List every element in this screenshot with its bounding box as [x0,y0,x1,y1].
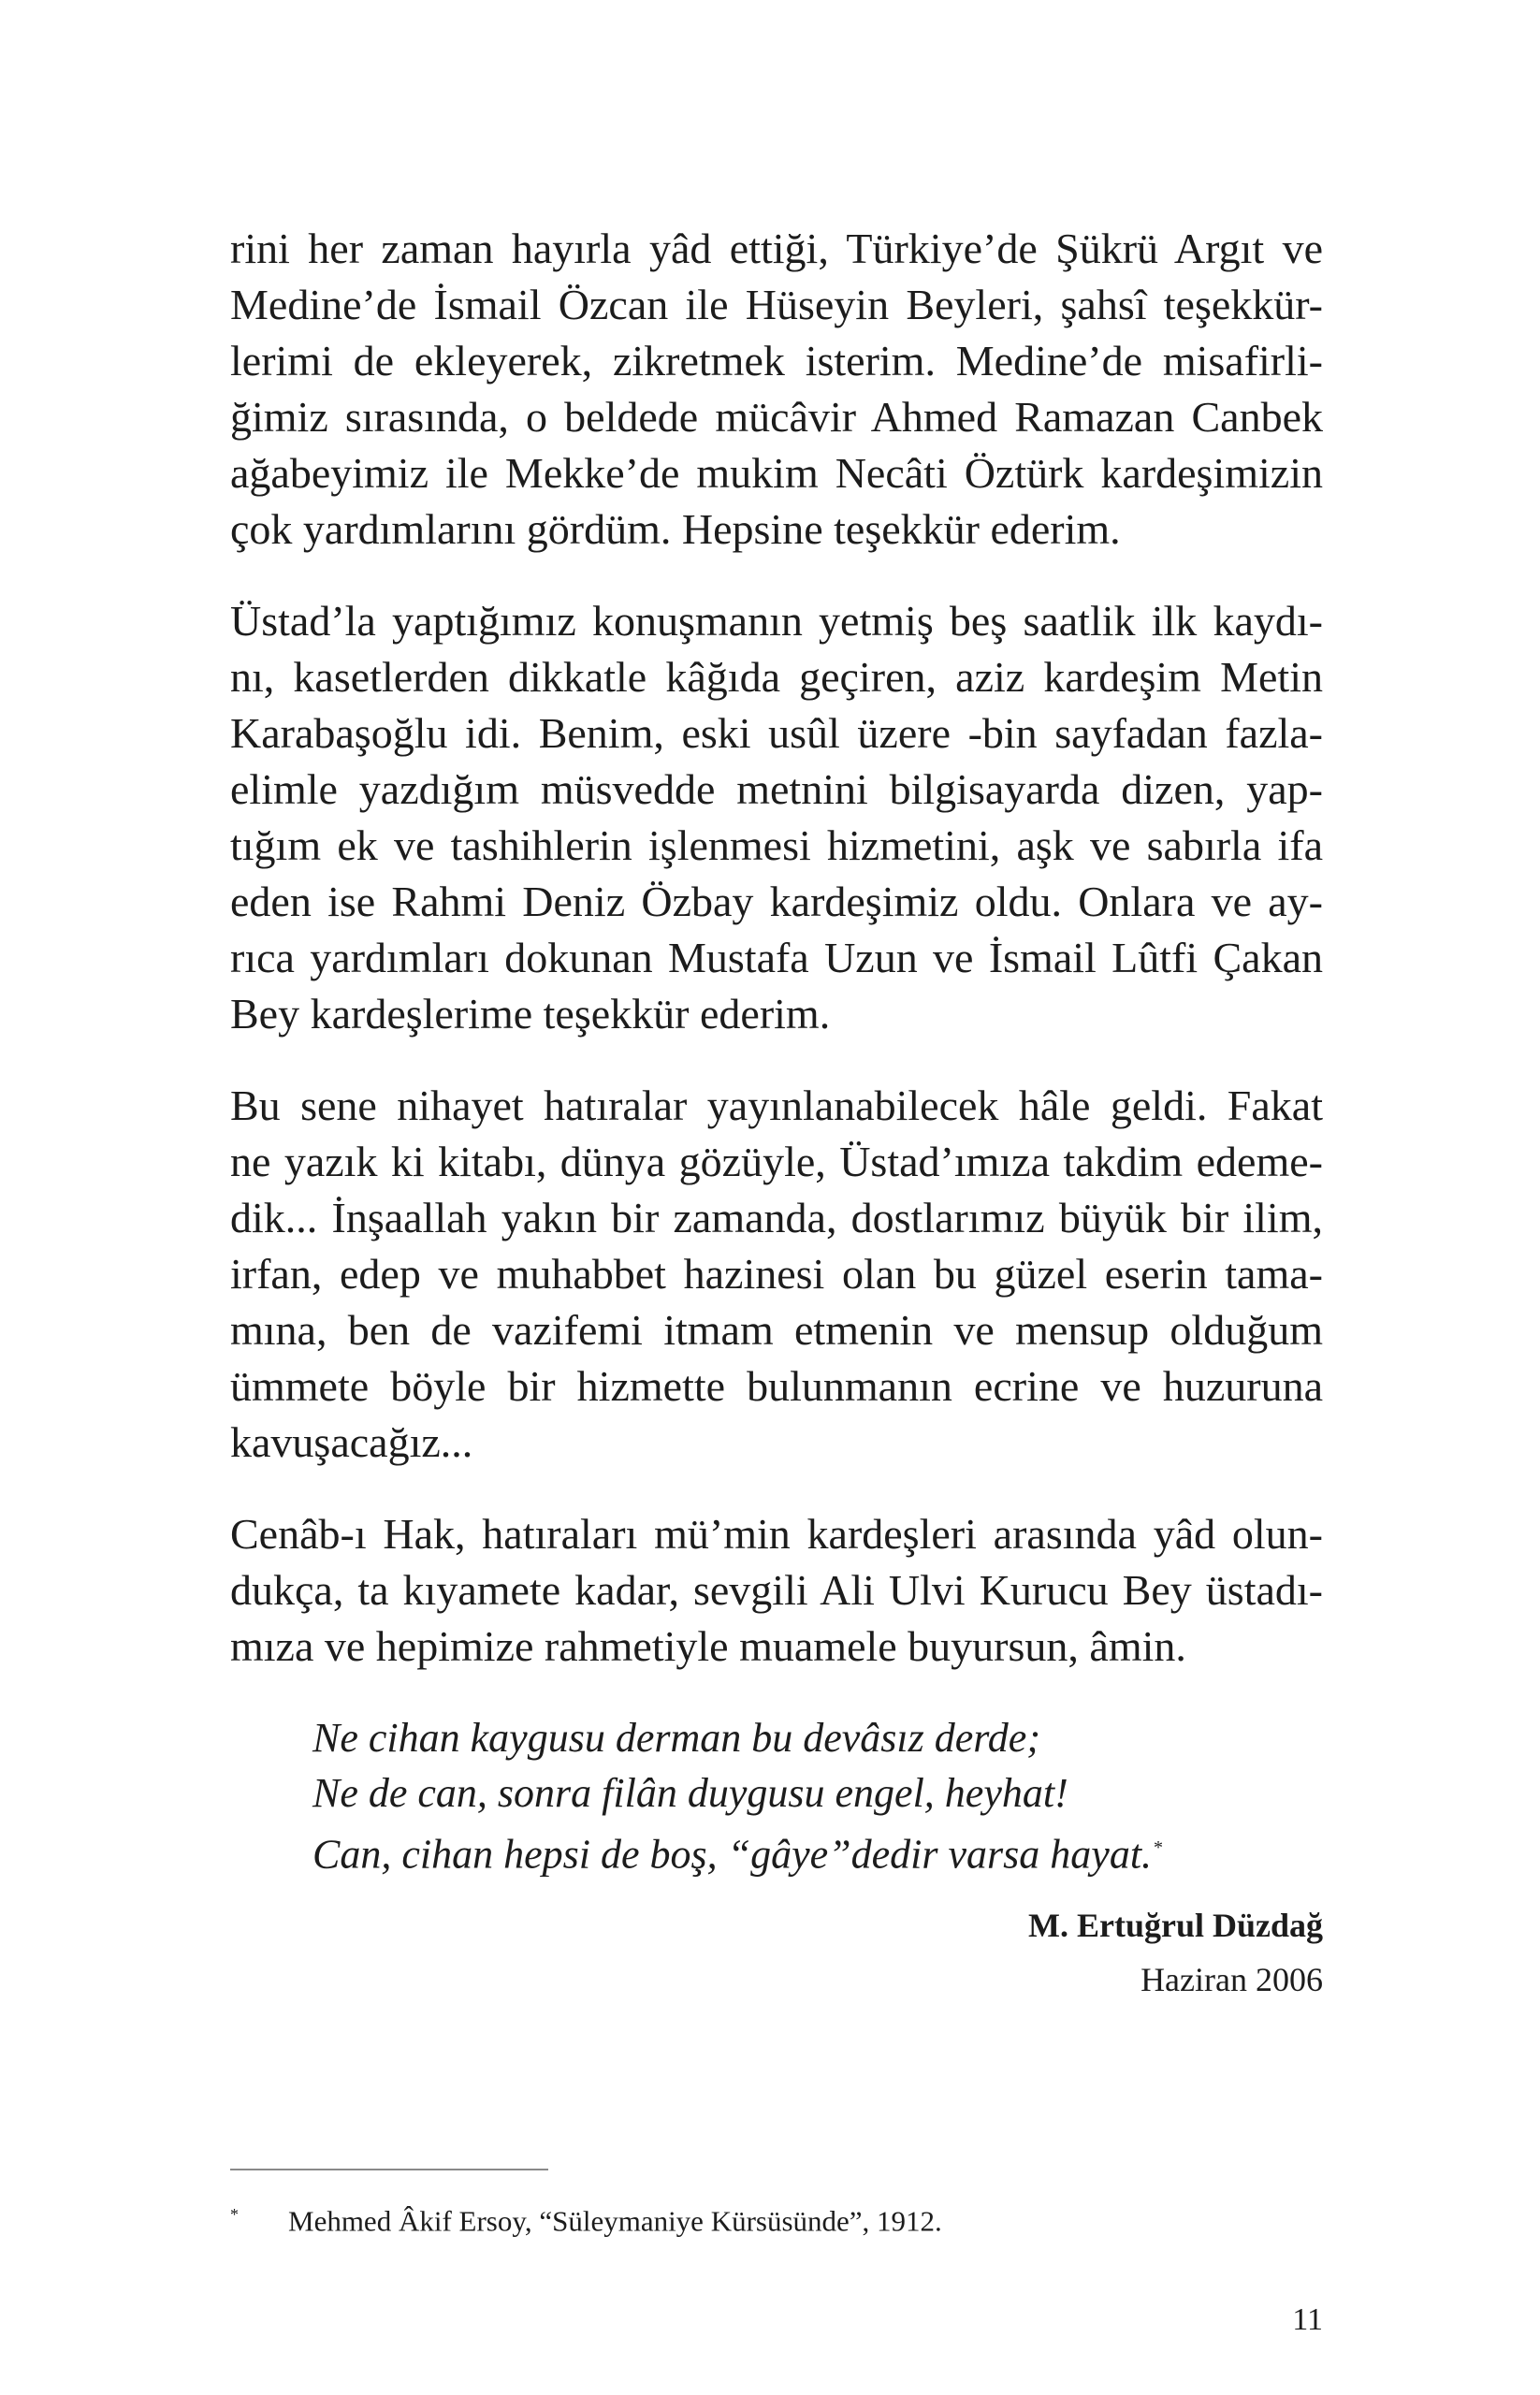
text-line: Üstad’la yaptığımız konuşmanın yetmiş beş saatlik ilk kaydı- [230,597,1323,645]
poem-verse: Ne cihan kaygusu derman bu devâsız derde; [312,1715,1040,1761]
footnote [230,2194,1323,2242]
text-line: çok yardımlarını gördüm. Hepsine teşekkür ederim. [230,505,1121,553]
footnote-marker: * [230,2205,239,2224]
poem-verse-text: Can, cihan hepsi de boş, “gâye”dedir varsa hayat. [312,1831,1153,1878]
poem-quote [312,1710,1323,1882]
text-line: Bu sene nihayet hatıralar yayınlanabilecek hâle geldi. Fakat [230,1081,1323,1129]
poem-verse [312,1821,1323,1882]
text-line: Bey kardeşlerime teşekkür ederim. [230,990,831,1038]
footnote-reference: * [1154,1837,1164,1858]
text-line: kavuşacağız... [230,1418,473,1466]
page-number: 11 [1292,2302,1323,2337]
poem-verse: Ne de can, sonra filân duygusu engel, heyhat! [312,1770,1068,1816]
text-line: ağabeyimiz ile Mekke’de mukim Necâti Öztürk kardeşimizin [230,449,1323,497]
signature-date: Haziran 2006 [1140,1960,1323,1998]
paragraph-4 [230,1506,1323,1675]
text-line: lerimi de ekleyerek, zikretmek isterim. Medine’de misafirli- [230,337,1323,385]
text-line: Cenâb-ı Hak, hatıraları mü’min kardeşleri arasında yâd olun- [230,1510,1323,1558]
text-line: mıza ve hepimize rahmetiyle muamele buyursun, âmin. [230,1622,1186,1670]
text-line: dik... İnşaallah yakın bir zamanda, dostlarımız büyük bir ilim, [230,1194,1323,1241]
paragraph-1 [230,221,1323,558]
paragraph-2 [230,593,1323,1042]
text-line: ümmete böyle bir hizmette bulunmanın ecrine ve huzuruna [230,1362,1323,1410]
text-line: elimle yazdığım müsvedde metnini bilgisayarda dizen, yap- [230,765,1323,813]
author-signature: M. Ertuğrul Düzdağ [1028,1906,1323,1944]
text-line: irfan, edep ve muhabbet hazinesi olan bu güzel eserin tama- [230,1250,1323,1298]
text-line: dukça, ta kıyamete kadar, sevgili Ali Ulvi Kurucu Bey üstadı- [230,1566,1323,1614]
text-line: mına, ben de vazifemi itmam etmenin ve mensup olduğum [230,1306,1323,1354]
footnote-divider [230,2169,548,2170]
text-line: tığım ek ve tashihlerin işlenmesi hizmetini, aşk ve sabırla ifa [230,821,1323,869]
footnote-text: Mehmed Âkif Ersoy, “Süleymaniye Kürsüsünde”, 1912. [288,2204,942,2238]
main-text [230,221,1323,2004]
text-line: rini her zaman hayırla yâd ettiği, Türkiye’de Şükrü Argıt ve [230,225,1323,272]
text-line: eden ise Rahmi Deniz Özbay kardeşimiz oldu. Onlara ve ay- [230,878,1323,925]
text-line: nı, kasetlerden dikkatle kâğıda geçiren, aziz kardeşim Metin [230,653,1323,701]
text-line: Karabaşoğlu idi. Benim, eski usûl üzere -bin sayfadan fazla- [230,709,1323,757]
paragraph-3 [230,1078,1323,1471]
text-line: Medine’de İsmail Özcan ile Hüseyin Beyleri, şahsî teşekkür- [230,281,1323,328]
text-line: ğimiz sırasında, o beldede mücâvir Ahmed Ramazan Canbek [230,393,1323,441]
text-line: rıca yardımları dokunan Mustafa Uzun ve İsmail Lûtfi Çakan [230,934,1323,981]
text-line: ne yazık ki kitabı, dünya gözüyle, Üstad’ımıza takdim edeme- [230,1138,1323,1185]
